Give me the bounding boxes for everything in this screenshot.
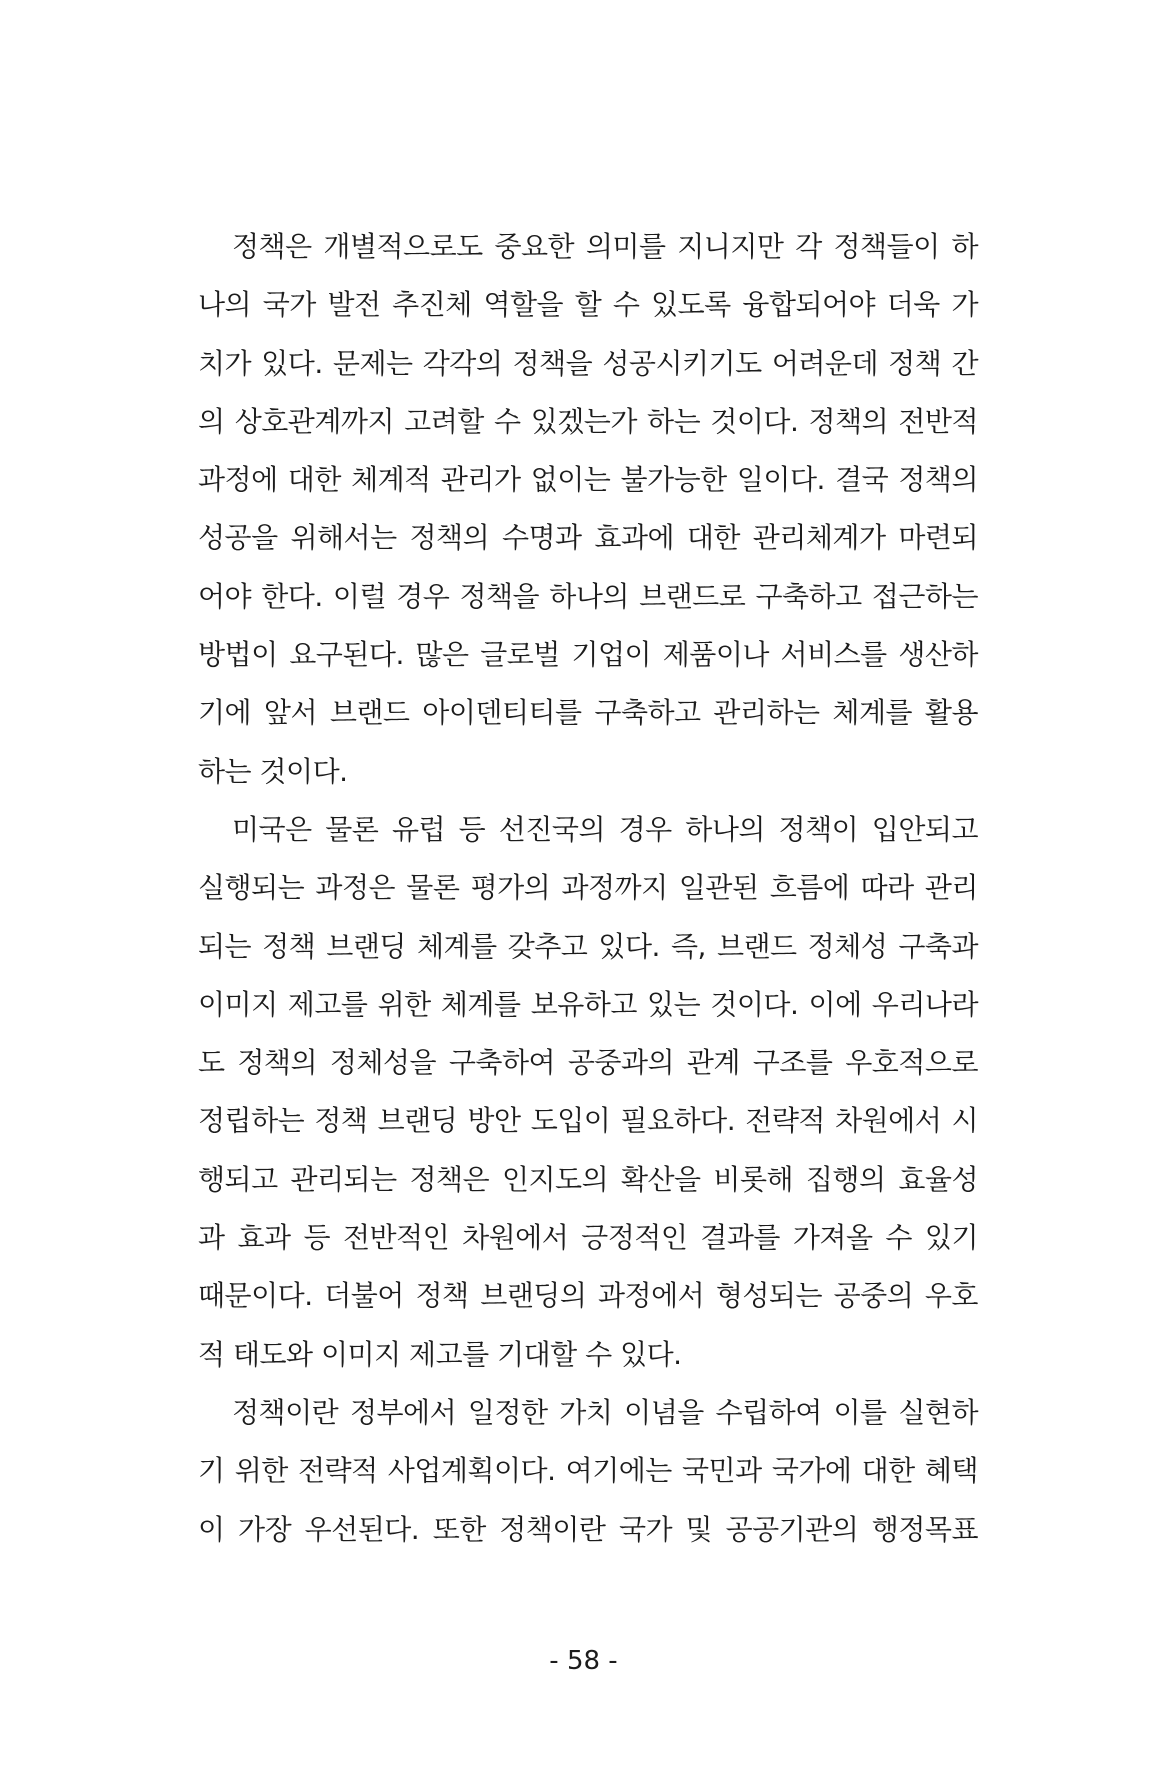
text-line: 도 정책의 정체성을 구축하여 공중과의 관계 구조를 우호적으로 — [198, 1046, 978, 1080]
paragraph-2 — [198, 801, 978, 1384]
text-line: 정책이란 정부에서 일정한 가치 이념을 수립하여 이를 실현하 — [232, 1395, 978, 1429]
text-line: 나의 국가 발전 추진체 역할을 할 수 있도록 융합되어야 더욱 가 — [198, 288, 978, 322]
text-line: 의 상호관계까지 고려할 수 있겠는가 하는 것이다. 정책의 전반적 — [198, 404, 978, 438]
text-line: 미국은 물론 유럽 등 선진국의 경우 하나의 정책이 입안되고 — [232, 812, 978, 846]
text-line: 성공을 위해서는 정책의 수명과 효과에 대한 관리체계가 마련되 — [198, 521, 978, 555]
text-line: 이 가장 우선된다. 또한 정책이란 국가 및 공공기관의 행정목표 — [198, 1512, 978, 1546]
text-line: 기에 앞서 브랜드 아이덴티티를 구축하고 관리하는 체계를 활용 — [198, 696, 978, 730]
text-line: 행되고 관리되는 정책은 인지도의 확산을 비롯해 집행의 효율성 — [198, 1162, 978, 1196]
text-line: 때문이다. 더불어 정책 브랜딩의 과정에서 형성되는 공중의 우호 — [198, 1279, 978, 1313]
text-line: 이미지 제고를 위한 체계를 보유하고 있는 것이다. 이에 우리나라 — [198, 987, 978, 1021]
text-line: 방법이 요구된다. 많은 글로벌 기업이 제품이나 서비스를 생산하 — [198, 638, 978, 672]
text-line: 하는 것이다. — [198, 754, 348, 788]
page-content — [198, 218, 978, 1559]
page-number: - 58 - — [549, 1646, 618, 1676]
text-line: 어야 한다. 이럴 경우 정책을 하나의 브랜드로 구축하고 접근하는 — [198, 579, 978, 613]
text-line: 과정에 대한 체계적 관리가 없이는 불가능한 일이다. 결국 정책의 — [198, 463, 978, 497]
text-line: 치가 있다. 문제는 각각의 정책을 성공시키기도 어려운데 정책 간 — [198, 346, 978, 380]
paragraph-3 — [198, 1384, 978, 1559]
text-line: 적 태도와 이미지 제고를 기대할 수 있다. — [198, 1337, 682, 1371]
text-line: 되는 정책 브랜딩 체계를 갖추고 있다. 즉, 브랜드 정체성 구축과 — [198, 929, 978, 963]
text-line: 과 효과 등 전반적인 차원에서 긍정적인 결과를 가져올 수 있기 — [198, 1221, 978, 1255]
text-line: 기 위한 전략적 사업계획이다. 여기에는 국민과 국가에 대한 혜택 — [198, 1454, 978, 1488]
text-line: 정책은 개별적으로도 중요한 의미를 지니지만 각 정책들이 하 — [232, 230, 978, 263]
text-line: 정립하는 정책 브랜딩 방안 도입이 필요하다. 전략적 차원에서 시 — [198, 1104, 978, 1138]
paragraph-1 — [198, 218, 978, 801]
text-line: 실행되는 과정은 물론 평가의 과정까지 일관된 흐름에 따라 관리 — [198, 871, 978, 905]
